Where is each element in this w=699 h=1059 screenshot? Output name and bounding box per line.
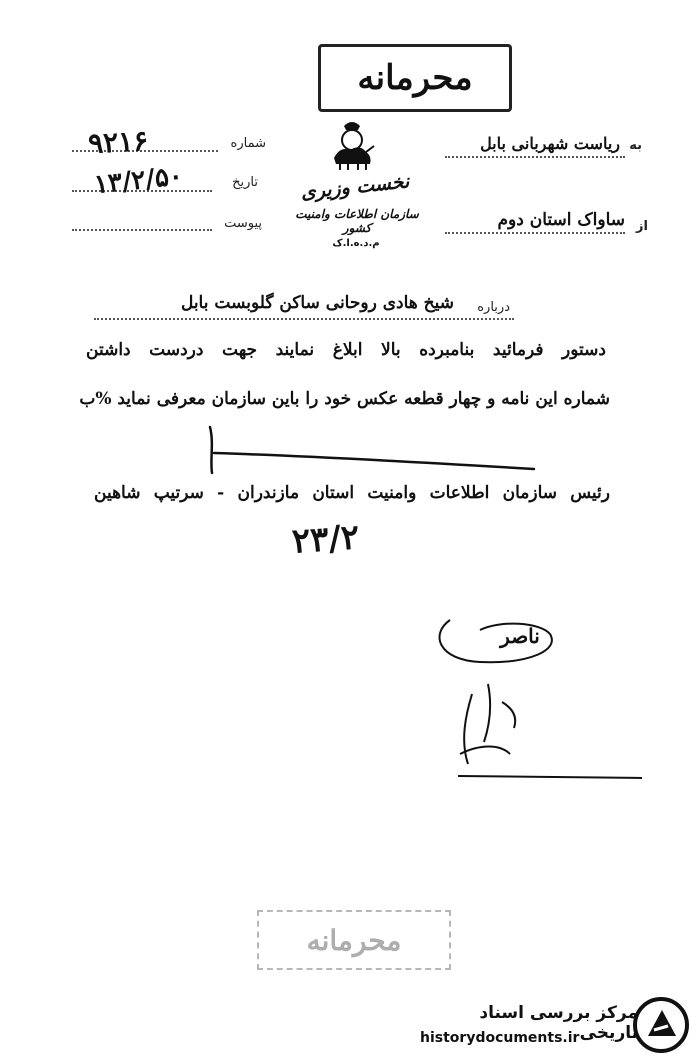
- organization-title: سازمان اطلاعات وامنیت کشور: [295, 207, 419, 235]
- number-value: ۹۲۱۶: [87, 124, 150, 161]
- about-field-line: [94, 318, 514, 320]
- about-value: شیخ هادی روحانی ساکن گلوبست بابل: [180, 293, 454, 313]
- to-label: به: [629, 138, 642, 153]
- confidential-stamp-bottom: [257, 910, 451, 970]
- ministry-title: نخست وزیری: [299, 170, 411, 204]
- footer-website: historydocuments.ir: [420, 1030, 580, 1046]
- date-label: تاریخ: [232, 175, 258, 190]
- from-value: ساواک استان دوم: [497, 210, 625, 230]
- body-line-1: دستور فرمائید بنامبرده بالا ابلاغ نمایند جهت دردست داشتن: [86, 340, 606, 360]
- from-label: از: [636, 219, 648, 234]
- about-label: درباره: [477, 300, 510, 315]
- date-value: ۱۳/۲/۵۰: [92, 161, 185, 201]
- footer-center-name: مرکز بررسی اسناد تاریخی: [479, 1003, 638, 1043]
- to-value: ریاست شهربانی بابل: [480, 134, 620, 153]
- history-documents-logo-icon: [632, 996, 690, 1054]
- confidential-stamp-top: [318, 44, 512, 112]
- from-field-line: [445, 232, 625, 234]
- attachment-label: پیوست: [224, 216, 262, 231]
- body-line-2: شماره این نامه و چهار قطعه عکس خود را باین سازمان معرفی نماید %ب: [79, 389, 610, 409]
- signature-line: رئیس سازمان اطلاعات وامنیت استان مازندران - سرتیپ شاهین: [94, 483, 610, 503]
- initials-text: ناصر: [500, 624, 540, 648]
- reference-code: م.د.ه.ا.ک: [332, 238, 380, 249]
- lion-sun-emblem-icon: [326, 118, 378, 172]
- attachment-field-line: [72, 229, 212, 231]
- number-label: شماره: [230, 136, 266, 151]
- handwritten-date: ۲۳/۲: [290, 517, 361, 562]
- to-field-line: [445, 156, 625, 158]
- handwritten-strike-stroke: [200, 425, 540, 477]
- confidential-stamp-bottom-text: محرمانه: [306, 923, 402, 957]
- confidential-stamp-text: محرمانه: [357, 58, 473, 98]
